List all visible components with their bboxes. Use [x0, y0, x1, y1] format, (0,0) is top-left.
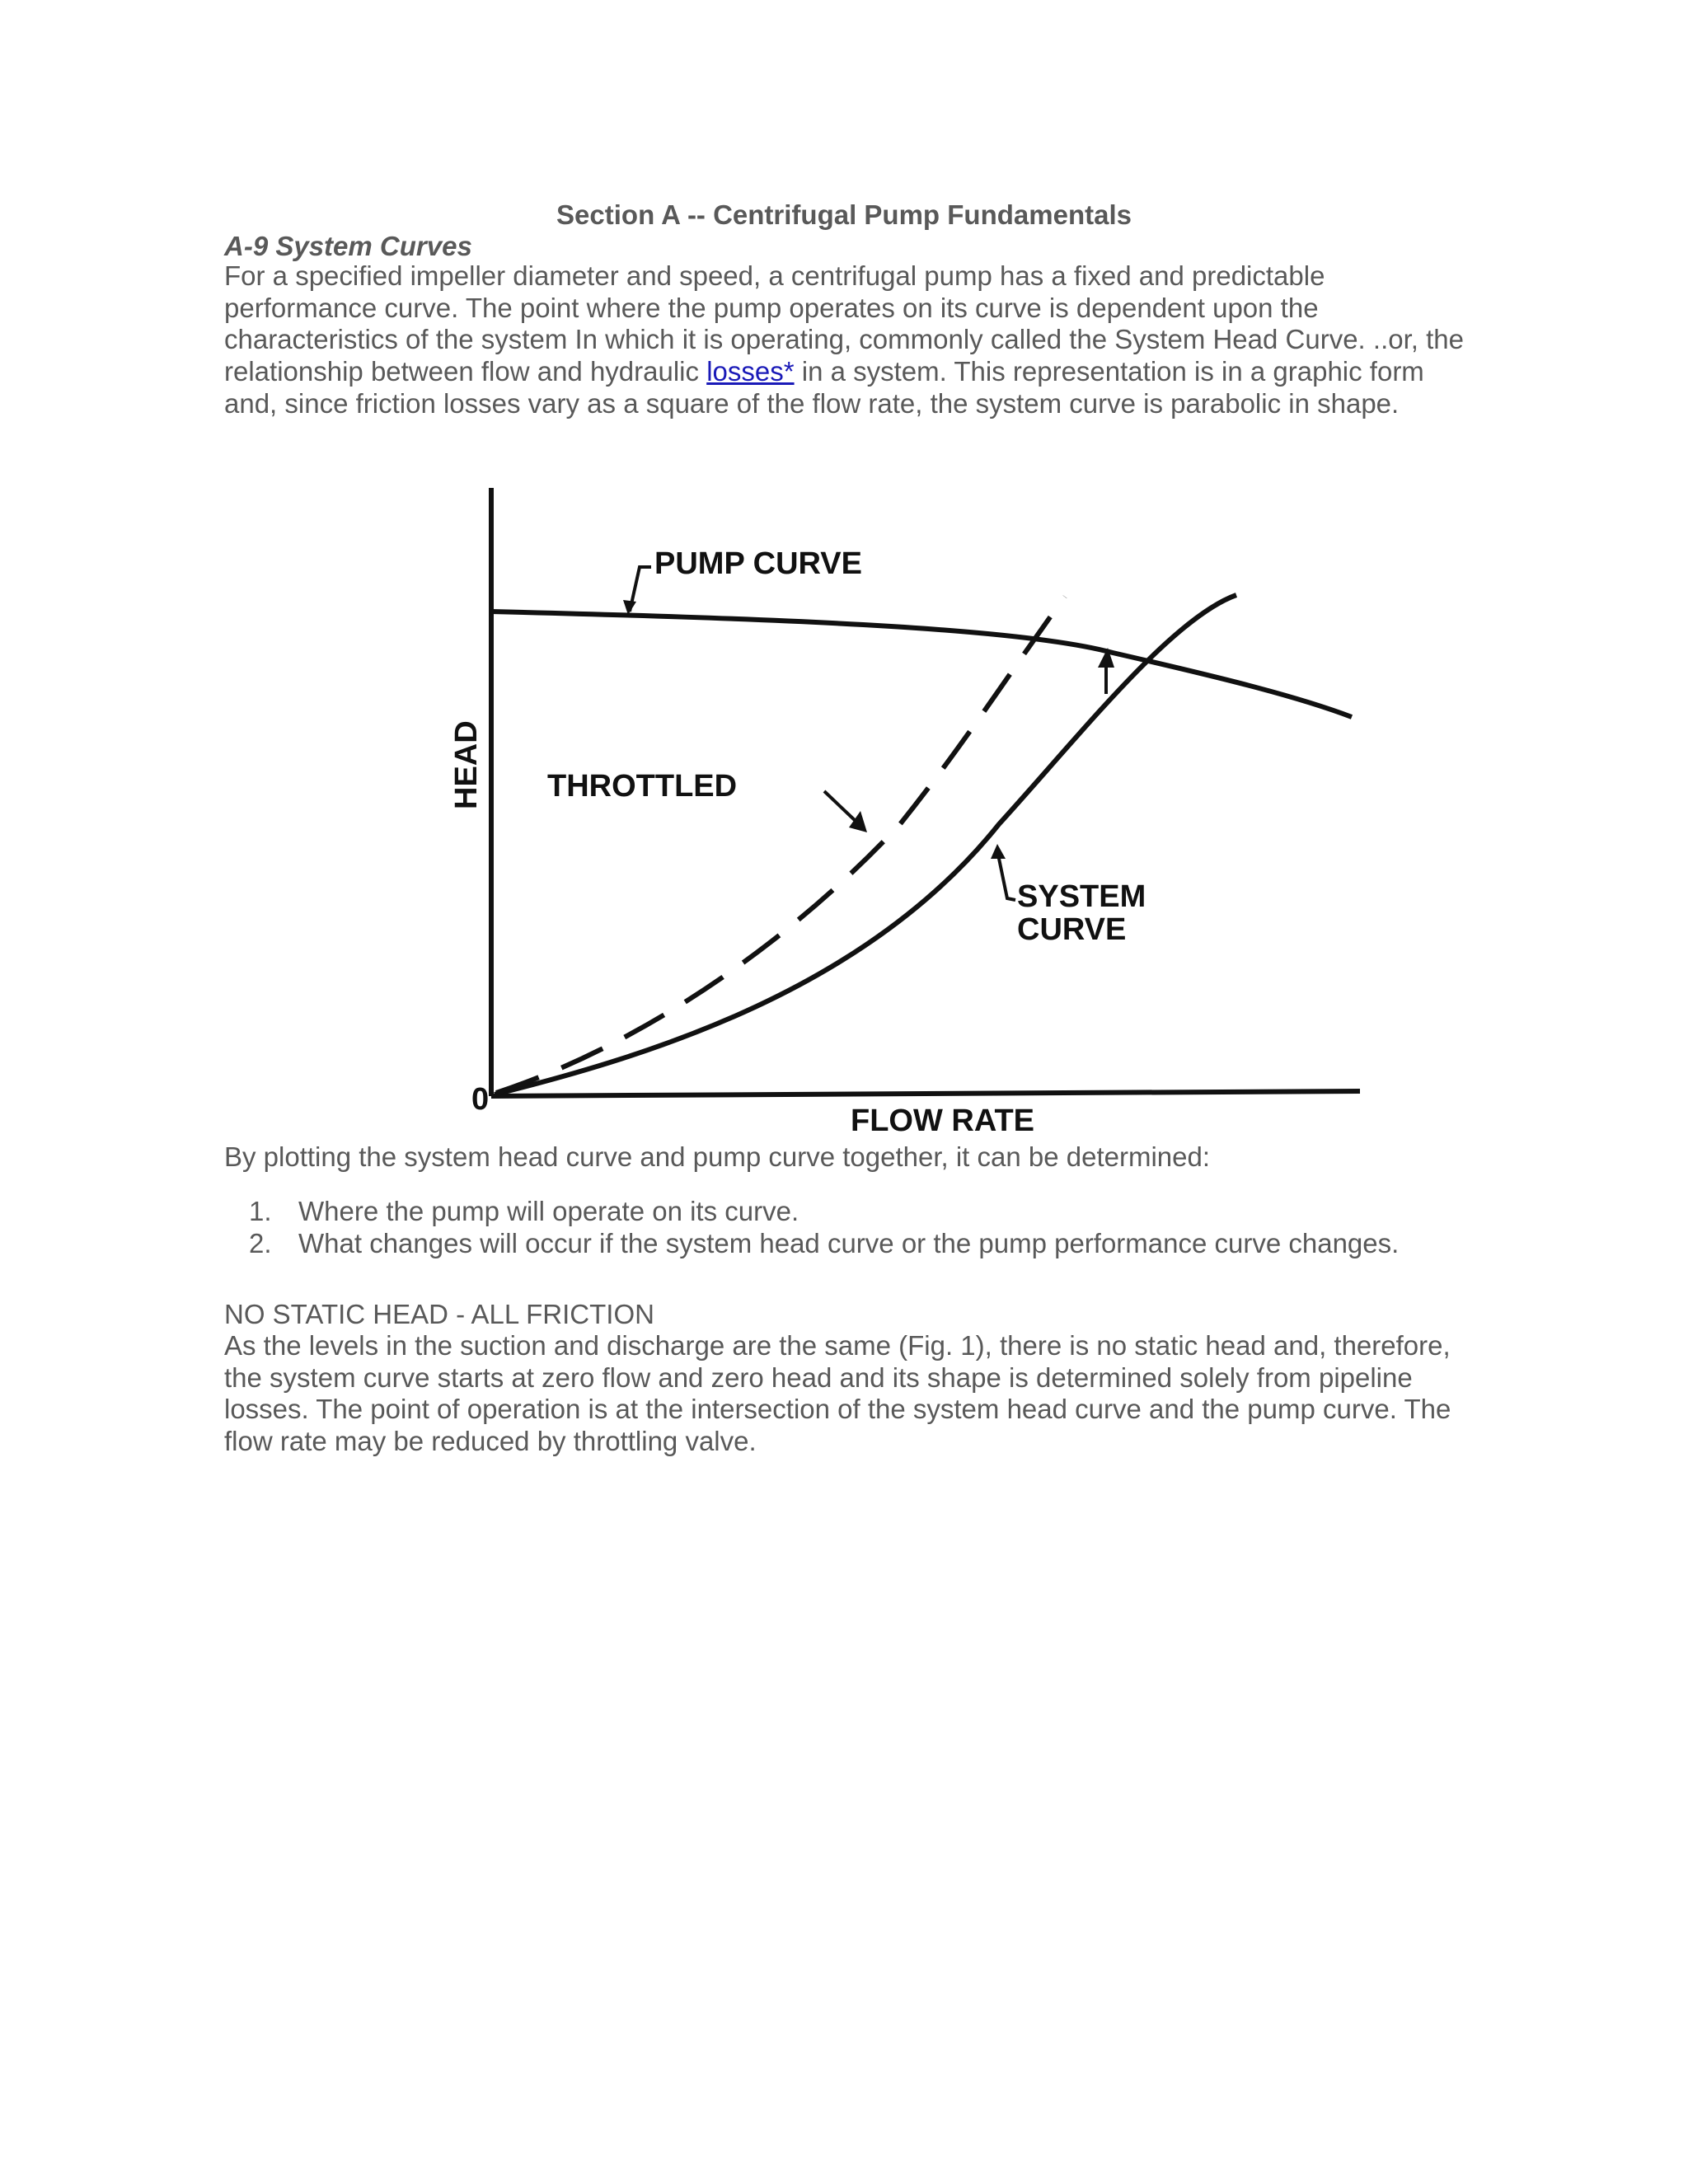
list-item: [224, 1227, 1399, 1259]
intro-paragraph: [224, 260, 1477, 420]
no-static-head-paragraph: As the levels in the suction and discharge are the same (Fig. 1), there is no static head and, therefore, the system curve starts at zero flow and zero head and its shape is determined solely from pipeline losses. The point of operation is at the intersection of the system head curve and the pump curve. The flow rate may be reduced by throttling valve.: [224, 1330, 1451, 1457]
no-static-head-heading: NO STATIC HEAD - ALL FRICTION: [224, 1299, 654, 1329]
x-axis-label: FLOW RATE: [851, 1104, 1035, 1137]
pump-curve-label: PUMP CURVE: [654, 546, 862, 581]
plotting-intro: By plotting the system head curve and pump curve together, it can be determined:: [224, 1141, 1211, 1172]
origin-label: 0: [471, 1082, 490, 1117]
steps-list: [224, 1195, 1399, 1259]
intro-text-part-1: For a specified impeller diameter and speed, a centrifugal pump has a fixed and predictable performance curve. The point where the pump operates on its curve is dependent upon the characteristics of the system In which it is operating, commonly called the System Head Curve. ..or, the relationship between flow and hydraulic: [224, 260, 1464, 387]
intro-text-part-2: in a system. This representation is in a graphic form and, since friction losses vary as a square of the flow rate, the system curve is parabolic in shape.: [224, 356, 1424, 419]
list-item: [224, 1195, 1399, 1227]
throttled-label: THROTTLED: [547, 769, 738, 804]
pump-curve-line: [491, 612, 1352, 717]
list-item-text: What changes will occur if the system head curve or the pump performance curve changes.: [298, 1228, 1400, 1258]
throttled-leader: [824, 791, 857, 823]
losses-link[interactable]: losses*: [706, 356, 795, 387]
y-axis-label: HEAD: [449, 720, 484, 809]
list-item-text: Where the pump will operate on its curve.: [298, 1196, 799, 1226]
system-curve-label-line2: CURVE: [1017, 912, 1127, 947]
list-item-number: 1.: [249, 1196, 272, 1226]
throttled-arrowhead: [849, 811, 867, 832]
pump-curve-arrowhead: [623, 600, 636, 615]
x-axis: [491, 1091, 1360, 1096]
system-curve-figure: [438, 478, 1474, 1137]
system-curve-line: [495, 595, 1236, 1094]
list-item-number: 2.: [249, 1228, 272, 1258]
system-curve-arrowhead: [991, 844, 1006, 859]
section-title: Section A -- Centrifugal Pump Fundamentals: [556, 199, 1132, 230]
subsection-title: A-9 System Curves: [224, 231, 472, 261]
system-curve-chart: [438, 478, 1474, 1137]
system-curve-label-line1: SYSTEM: [1017, 879, 1146, 914]
